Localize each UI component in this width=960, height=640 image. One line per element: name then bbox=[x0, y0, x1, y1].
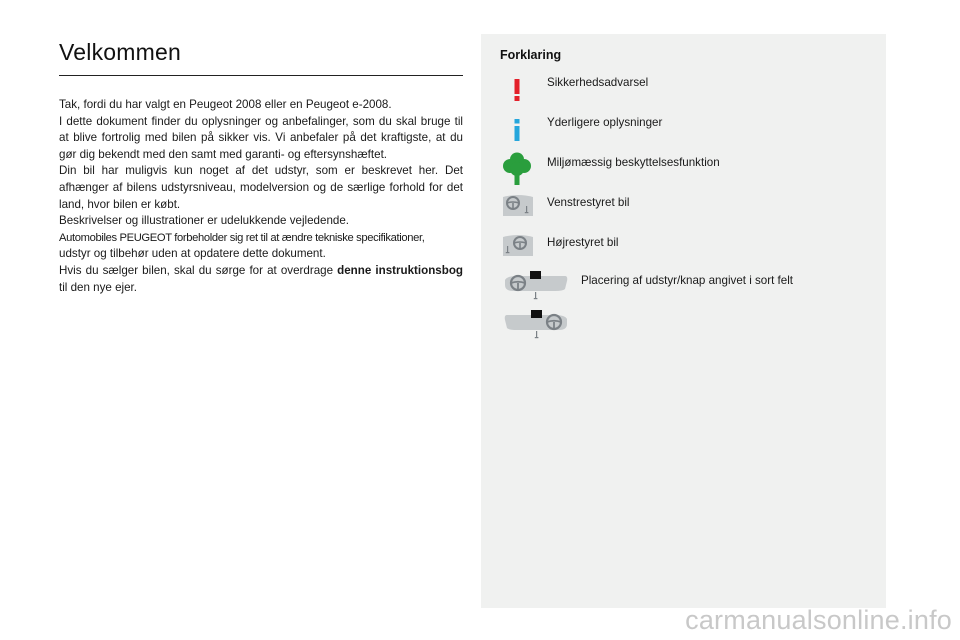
title-divider bbox=[59, 75, 463, 76]
intro-text-bold: denne instruktionsbog bbox=[337, 263, 463, 277]
legend-label: Yderligere oplysninger bbox=[547, 116, 663, 129]
intro-paragraph-last bbox=[59, 263, 463, 296]
legend-item-info bbox=[481, 114, 886, 152]
intro-paragraph: Tak, fordi du har valgt en Peugeot 2008 eller en Peugeot e-2008. bbox=[59, 98, 392, 111]
intro-text-after: til den nye ejer. bbox=[59, 280, 137, 294]
legend-label: Højrestyret bil bbox=[547, 236, 619, 249]
watermark: carmanualsonline.info bbox=[685, 605, 952, 635]
legend-item-lhd bbox=[481, 194, 886, 232]
legend-item-rhd bbox=[481, 234, 886, 272]
welcome-section bbox=[59, 38, 463, 296]
right-hand-drive-icon bbox=[501, 234, 535, 263]
intro-text-before: Hvis du sælger bilen, skal du sørge for at overdrage bbox=[59, 263, 338, 277]
intro-paragraph: I dette dokument finder du oplysninger og anbefalinger, som du skal bruge til at blive fortrolig med bilen på sikker vis. Vi anbefaler på det kraftigste, at du gør dig bekendt med den samt med garanti- og eftersynshæftet. bbox=[59, 114, 463, 161]
intro-text bbox=[59, 97, 463, 296]
legend-label: Venstrestyret bil bbox=[547, 196, 630, 209]
warning-exclamation-icon bbox=[511, 78, 523, 107]
intro-paragraph: Din bil har muligvis kun noget af det udstyr, som er beskrevet her. Det afhænger af bilens udstyrsniveau, modelversion og de særlige forhold for det land, hvor bilen er købt. bbox=[59, 164, 463, 211]
legend-title: Forklaring bbox=[500, 48, 562, 62]
legend-panel bbox=[481, 34, 886, 608]
legend-item-location bbox=[481, 272, 886, 310]
eco-tree-icon bbox=[503, 152, 531, 191]
legend-item-location-rhd bbox=[481, 311, 886, 349]
dashboard-location-rhd-icon bbox=[503, 310, 569, 345]
info-i-icon bbox=[511, 118, 523, 147]
legend-label: Sikkerhedsadvarsel bbox=[547, 76, 649, 89]
intro-paragraph: udstyr og tilbehør uden at opdatere dette dokument. bbox=[59, 247, 326, 261]
legend-label: Placering af udstyr/knap angivet i sort felt bbox=[581, 274, 794, 287]
legend-item-warning bbox=[481, 74, 886, 112]
left-hand-drive-icon bbox=[501, 194, 535, 223]
legend-label: Miljømæssig beskyttelsesfunktion bbox=[547, 156, 720, 169]
intro-paragraph: Beskrivelser og illustrationer er udelukkende vejledende. bbox=[59, 214, 350, 228]
dashboard-location-icon bbox=[503, 271, 569, 306]
page-title: Velkommen bbox=[59, 39, 181, 65]
legend-item-eco bbox=[481, 154, 886, 192]
intro-paragraph: Automobiles PEUGEOT forbeholder sig ret til at ændre tekniske specifikationer, bbox=[59, 231, 425, 244]
